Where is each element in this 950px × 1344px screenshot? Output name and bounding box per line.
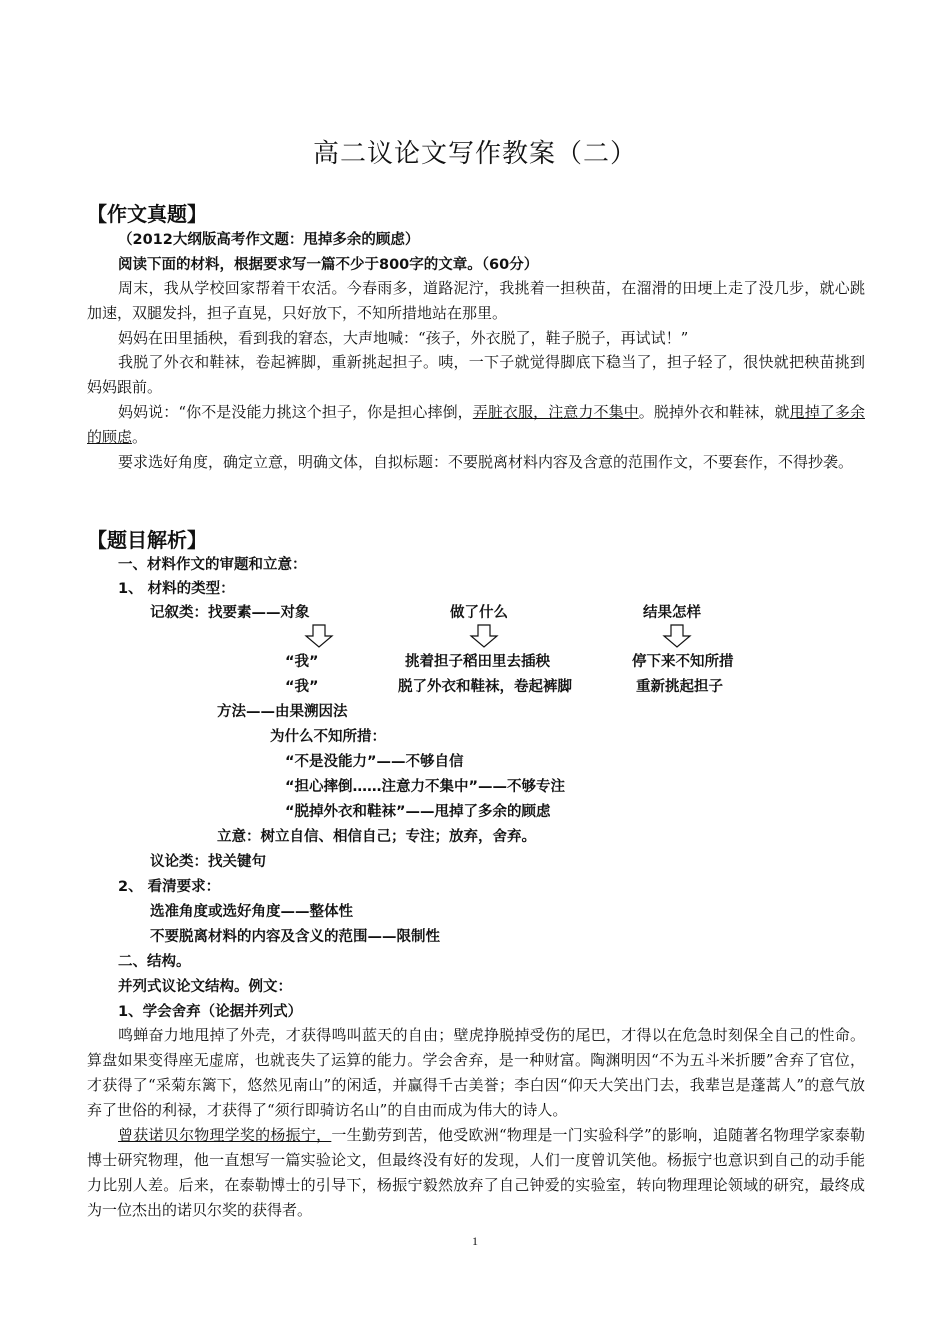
structure-example-label: 并列式议论文结构。例文：	[118, 979, 292, 995]
p4-text-a: 妈妈说：“你不是没能力挑这个担子，你是担心摔倒，	[118, 403, 473, 421]
material-requirements: 要求选好角度，确定立意，明确文体，自拟标题：不要脱离材料内容及含意的范围作文，不要套作，不得抄袭。	[118, 453, 854, 471]
down-arrow-icon	[304, 624, 334, 648]
section-heading-essay-prompt: 【作文真题】	[87, 202, 207, 226]
requirement-2: 不要脱离材料的内容及含义的范围——限制性	[150, 929, 440, 945]
row2-result: 重新挑起担子	[636, 679, 723, 695]
page-title: 高二议论文写作教案（二）	[312, 139, 637, 169]
p4-underlined-worries: 甩掉了多余的顾虑	[87, 403, 865, 446]
material-paragraph-4	[87, 400, 865, 450]
prompt-instruction: 阅读下面的材料，根据要求写一篇不少于800字的文章。（60分）	[118, 257, 539, 273]
analysis-line-1: 一、材料作文的审题和立意：	[118, 557, 307, 573]
reason-2: “担心摔倒……注意力不集中”——不够专注	[285, 779, 566, 795]
narrative-elements-label: 记叙类：找要素——对象	[150, 605, 310, 621]
row1-result: 停下来不知所措	[632, 654, 734, 670]
structure-heading: 二、结构。	[118, 954, 191, 970]
row2-action: 脱了外衣和鞋袜，卷起裤脚	[398, 679, 572, 695]
row1-subject: “我”	[285, 654, 319, 670]
reason-1: “不是没能力”——不够自信	[285, 754, 464, 770]
p4-text-c: 。脱掉外衣和鞋袜，就	[638, 403, 790, 421]
column-what-done: 做了什么	[450, 605, 508, 621]
column-result: 结果怎样	[643, 605, 701, 621]
down-arrow-icon	[662, 624, 692, 648]
method-line: 方法——由果溯因法	[217, 704, 348, 720]
section-heading-analysis: 【题目解析】	[87, 528, 207, 552]
example-paragraph-1: 鸣蝉奋力地甩掉了外壳，才获得鸣叫蓝天的自由；壁虎挣脱掉受伤的尾巴，才得以在危急时刻保全自己的性命。算盘如果变得座无虚席，也就丧失了运算的能力。学会舍弃，是一种财富。陶渊明因“不为五斗米折腰”舍弃了官位，才获得了“采菊东篱下，悠然见南山”的闲适，并赢得千古美誉；李白因“仰天大笑出门去，我辈岂是蓬蒿人”的意气放弃了世俗的利禄，才获得了“须行即骑访名山”的自由而成为伟大的诗人。	[87, 1026, 865, 1119]
requirement-1: 选准角度或选好角度——整体性	[150, 904, 353, 920]
material-paragraph-1: 周末，我从学校回家帮着干农活。今春雨多，道路泥泞，我挑着一担秧苗，在溜滑的田埂上走了没几步，就心跳加速，双腿发抖，担子直晃，只好放下，不知所措地站在那里。	[87, 279, 865, 322]
material-paragraph-2: 妈妈在田里插秧，看到我的窘态，大声地喊：“孩子，外衣脱了，鞋子脱子，再试试！”	[118, 329, 689, 347]
analysis-line-2: 1、 材料的类型：	[118, 581, 235, 597]
e2-text: 一生勤劳到苦，他受欧洲“物理是一门实验科学”的影响，追随著名物理学家泰勒博士研究物理，他一直想写一篇实验论文，但最终没有好的发现，人们一度曾讥笑他。杨振宁也意识到自己的动手能力比别人差。后来，在泰勒博士的引导下，杨振宁毅然放弃了自己钟爱的实验室，转向物理理论领域的研究，最终成为一位杰出的诺贝尔奖的获得者。	[87, 1126, 865, 1219]
row1-action: 挑着担子稻田里去插秧	[405, 654, 550, 670]
page-number: 1	[472, 1234, 478, 1248]
e2-underlined-yang: 曾获诺贝尔物理学奖的杨振宁，	[118, 1126, 332, 1144]
reason-3: “脱掉外衣和鞋袜”——甩掉了多余的顾虑	[285, 804, 551, 820]
down-arrow-icon	[469, 624, 499, 648]
argumentative-type: 议论类：找关键句	[150, 854, 266, 870]
why-line: 为什么不知所措：	[270, 729, 386, 745]
p4-text-e: 。	[132, 428, 148, 446]
theme-line: 立意：树立自信、相信自己；专注；放弃，舍弃。	[217, 829, 536, 845]
material-paragraph-3: 我脱了外衣和鞋袜，卷起裤脚，重新挑起担子。咦，一下子就觉得脚底下稳当了，担子轻了，很快就把秧苗挑到妈妈跟前。	[87, 353, 865, 396]
prompt-source: （2012大纲版高考作文题：甩掉多余的顾虑）	[118, 232, 420, 248]
row2-subject: “我”	[285, 679, 319, 695]
p4-underlined-distraction: 弄脏衣服，注意力不集中	[472, 403, 639, 421]
requirements-heading: 2、 看清要求：	[118, 879, 221, 895]
example-paragraph-2	[87, 1123, 865, 1223]
example-title: 1、学会舍弃（论据并列式）	[118, 1004, 303, 1020]
